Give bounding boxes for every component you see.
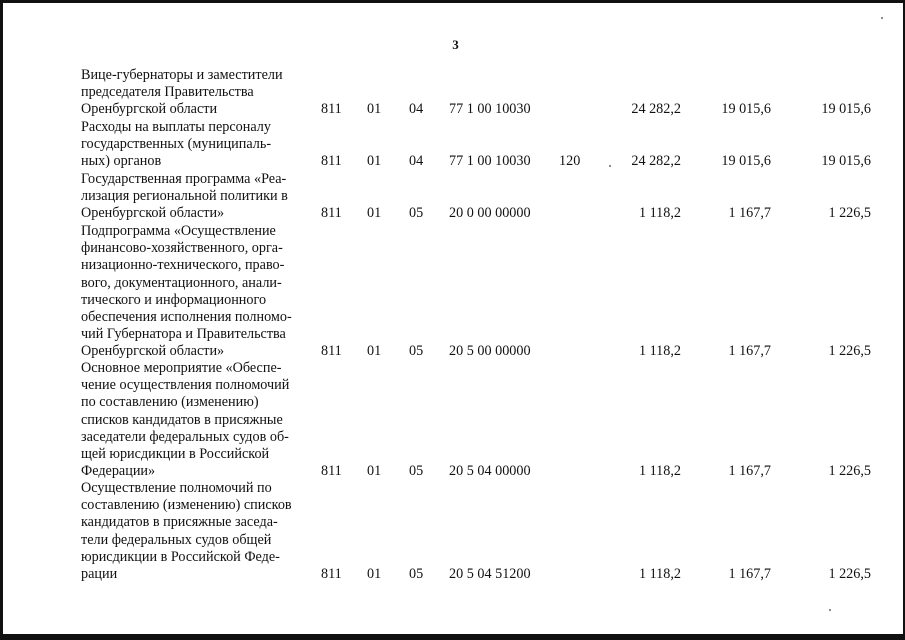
row-amount-1: 1 118,2 [638,205,681,221]
row-description: Подпрограмма «Осуществление финансово-хозяйственного, орга- низационно-технического, право- вого, документационного, анали- тического и информационного обеспечения исполнения полномо- чий Губернатора и Правительства Оренбургской области» [81,223,292,360]
row-admin-code: 811 [321,566,342,582]
row-expense-kind: 120 [559,153,581,169]
row-subsection-code: 04 [409,153,424,169]
row-target-article: 20 5 00 00000 [449,343,531,359]
row-amount-1: 1 118,2 [638,463,681,479]
row-amount-3: 1 226,5 [828,343,871,359]
row-target-article: 77 1 00 10030 [449,101,531,117]
row-section-code: 01 [367,566,382,582]
row-section-code: 01 [367,205,382,221]
row-admin-code: 811 [321,463,342,479]
scan-speck [881,17,883,19]
row-amount-3: 1 226,5 [828,205,871,221]
row-amount-1: 1 118,2 [638,343,681,359]
row-amount-3: 19 015,6 [821,153,871,169]
row-admin-code: 811 [321,153,342,169]
scan-speck [829,609,831,611]
row-subsection-code: 05 [409,463,424,479]
row-amount-3: 19 015,6 [821,101,871,117]
row-amount-1: 1 118,2 [638,566,681,582]
row-description: Государственная программа «Реа- лизация региональной политики в Оренбургской области» [81,171,288,222]
row-admin-code: 811 [321,205,342,221]
row-subsection-code: 04 [409,101,424,117]
row-target-article: 20 5 04 51200 [449,566,531,582]
row-admin-code: 811 [321,343,342,359]
row-amount-2: 19 015,6 [721,101,771,117]
row-amount-2: 19 015,6 [721,153,771,169]
row-target-article: 77 1 00 10030 [449,153,531,169]
row-section-code: 01 [367,343,382,359]
page-number: 3 [452,37,459,52]
row-amount-2: 1 167,7 [728,566,771,582]
row-amount-2: 1 167,7 [728,463,771,479]
row-description: Вице-губернаторы и заместители председателя Правительства Оренбургской области [81,67,283,118]
row-target-article: 20 5 04 00000 [449,463,531,479]
row-admin-code: 811 [321,101,342,117]
row-amount-3: 1 226,5 [828,463,871,479]
scan-speck [609,165,611,167]
row-amount-2: 1 167,7 [728,343,771,359]
row-target-article: 20 0 00 00000 [449,205,531,221]
row-description: Расходы на выплаты персоналу государственных (муниципаль- ных) органов [81,119,272,170]
row-subsection-code: 05 [409,566,424,582]
row-section-code: 01 [367,101,382,117]
row-amount-1: 24 282,2 [631,153,681,169]
row-section-code: 01 [367,463,382,479]
row-amount-2: 1 167,7 [728,205,771,221]
row-amount-1: 24 282,2 [631,101,681,117]
row-description: Основное мероприятие «Обеспе- чение осуществления полномочий по составлению (изменению) списков кандидатов в присяжные заседатели федеральных судов об- щей юрисдикции в Российской Федерации» [81,360,290,480]
row-subsection-code: 05 [409,343,424,359]
row-amount-3: 1 226,5 [828,566,871,582]
row-subsection-code: 05 [409,205,424,221]
row-section-code: 01 [367,153,382,169]
row-description: Осуществление полномочий по составлению (изменению) списков кандидатов в присяжные заседа- тели федеральных судов общей юрисдикции в Российской Феде- рации [81,480,292,583]
